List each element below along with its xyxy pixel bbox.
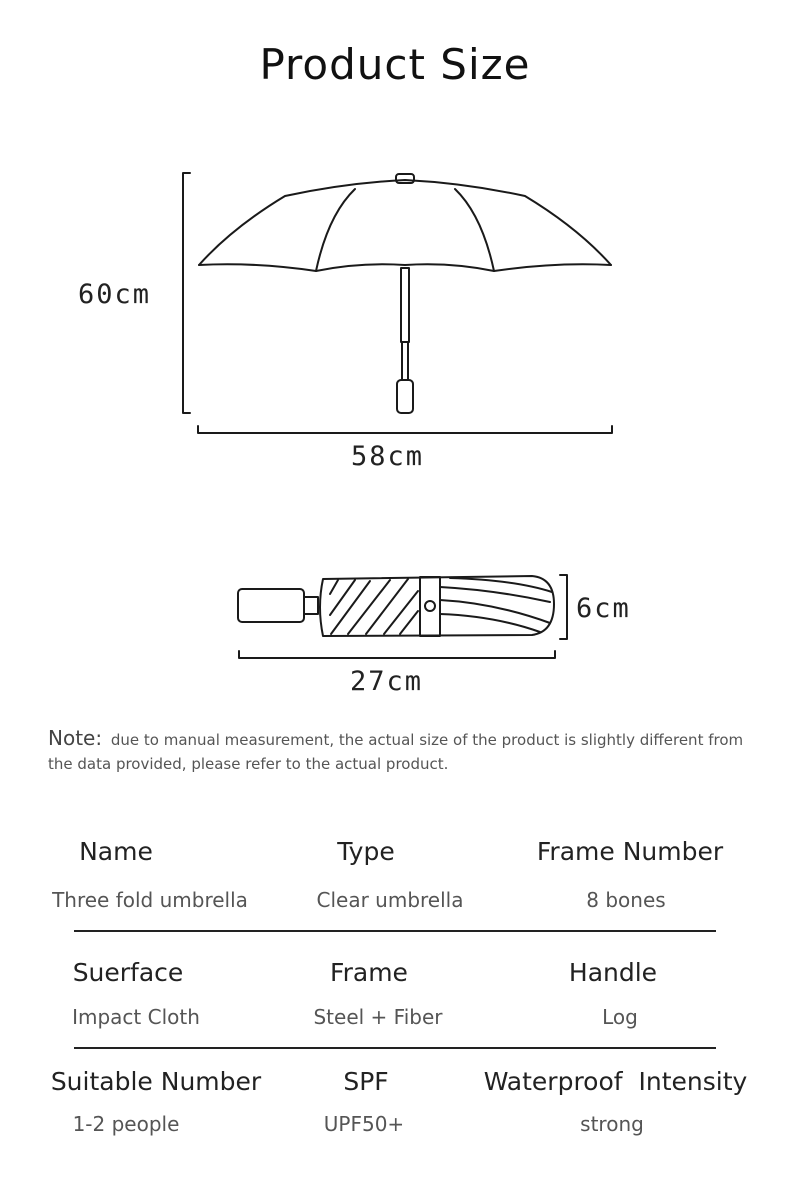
open-height-label: 60cm bbox=[78, 279, 152, 310]
spec-frame-label: Frame bbox=[330, 958, 408, 987]
folded-height-dimension-line bbox=[560, 575, 567, 639]
folded-height-label: 6cm bbox=[576, 593, 631, 624]
note bbox=[48, 726, 748, 776]
spec-waterproof-value: strong bbox=[580, 1112, 644, 1136]
open-height-dimension-line bbox=[183, 173, 190, 413]
open-width-label: 58cm bbox=[351, 441, 425, 472]
spec-name-label: Name bbox=[79, 837, 153, 866]
spec-frame-number-label: Frame Number bbox=[536, 837, 724, 866]
spec-frame-number-value: 8 bones bbox=[586, 888, 666, 912]
spec-suitable-number-label: Suitable Number bbox=[50, 1067, 262, 1096]
open-umbrella-drawing bbox=[199, 174, 611, 413]
folded-length-label: 27cm bbox=[350, 666, 424, 697]
spec-type-value: Clear umbrella bbox=[316, 888, 464, 912]
spec-divider bbox=[74, 930, 716, 932]
spec-frame-value: Steel + Fiber bbox=[313, 1005, 443, 1029]
spec-surface-value: Impact Cloth bbox=[72, 1005, 200, 1029]
open-width-dimension-line bbox=[198, 426, 612, 433]
page-title: Product Size bbox=[259, 40, 531, 89]
spec-divider bbox=[74, 1047, 716, 1049]
spec-surface-label: Suerface bbox=[72, 958, 184, 987]
spec-name-value: Three fold umbrella bbox=[52, 888, 248, 912]
spec-handle-value: Log bbox=[602, 1005, 638, 1029]
spec-waterproof-label: Waterproof Intensity bbox=[483, 1067, 748, 1096]
spec-spf-value: UPF50+ bbox=[323, 1112, 405, 1136]
folded-umbrella-drawing bbox=[238, 576, 554, 636]
spec-handle-label: Handle bbox=[568, 958, 658, 987]
spec-type-label: Type bbox=[337, 837, 395, 866]
note-text: due to manual measurement, the actual size of the product is slightly different from the data provided, please refer to the actual product. bbox=[48, 731, 744, 773]
folded-length-dimension-line bbox=[239, 651, 555, 658]
spec-suitable-number-value: 1-2 people bbox=[72, 1112, 180, 1136]
note-lead: Note: bbox=[48, 726, 103, 750]
spec-spf-label: SPF bbox=[343, 1067, 389, 1096]
